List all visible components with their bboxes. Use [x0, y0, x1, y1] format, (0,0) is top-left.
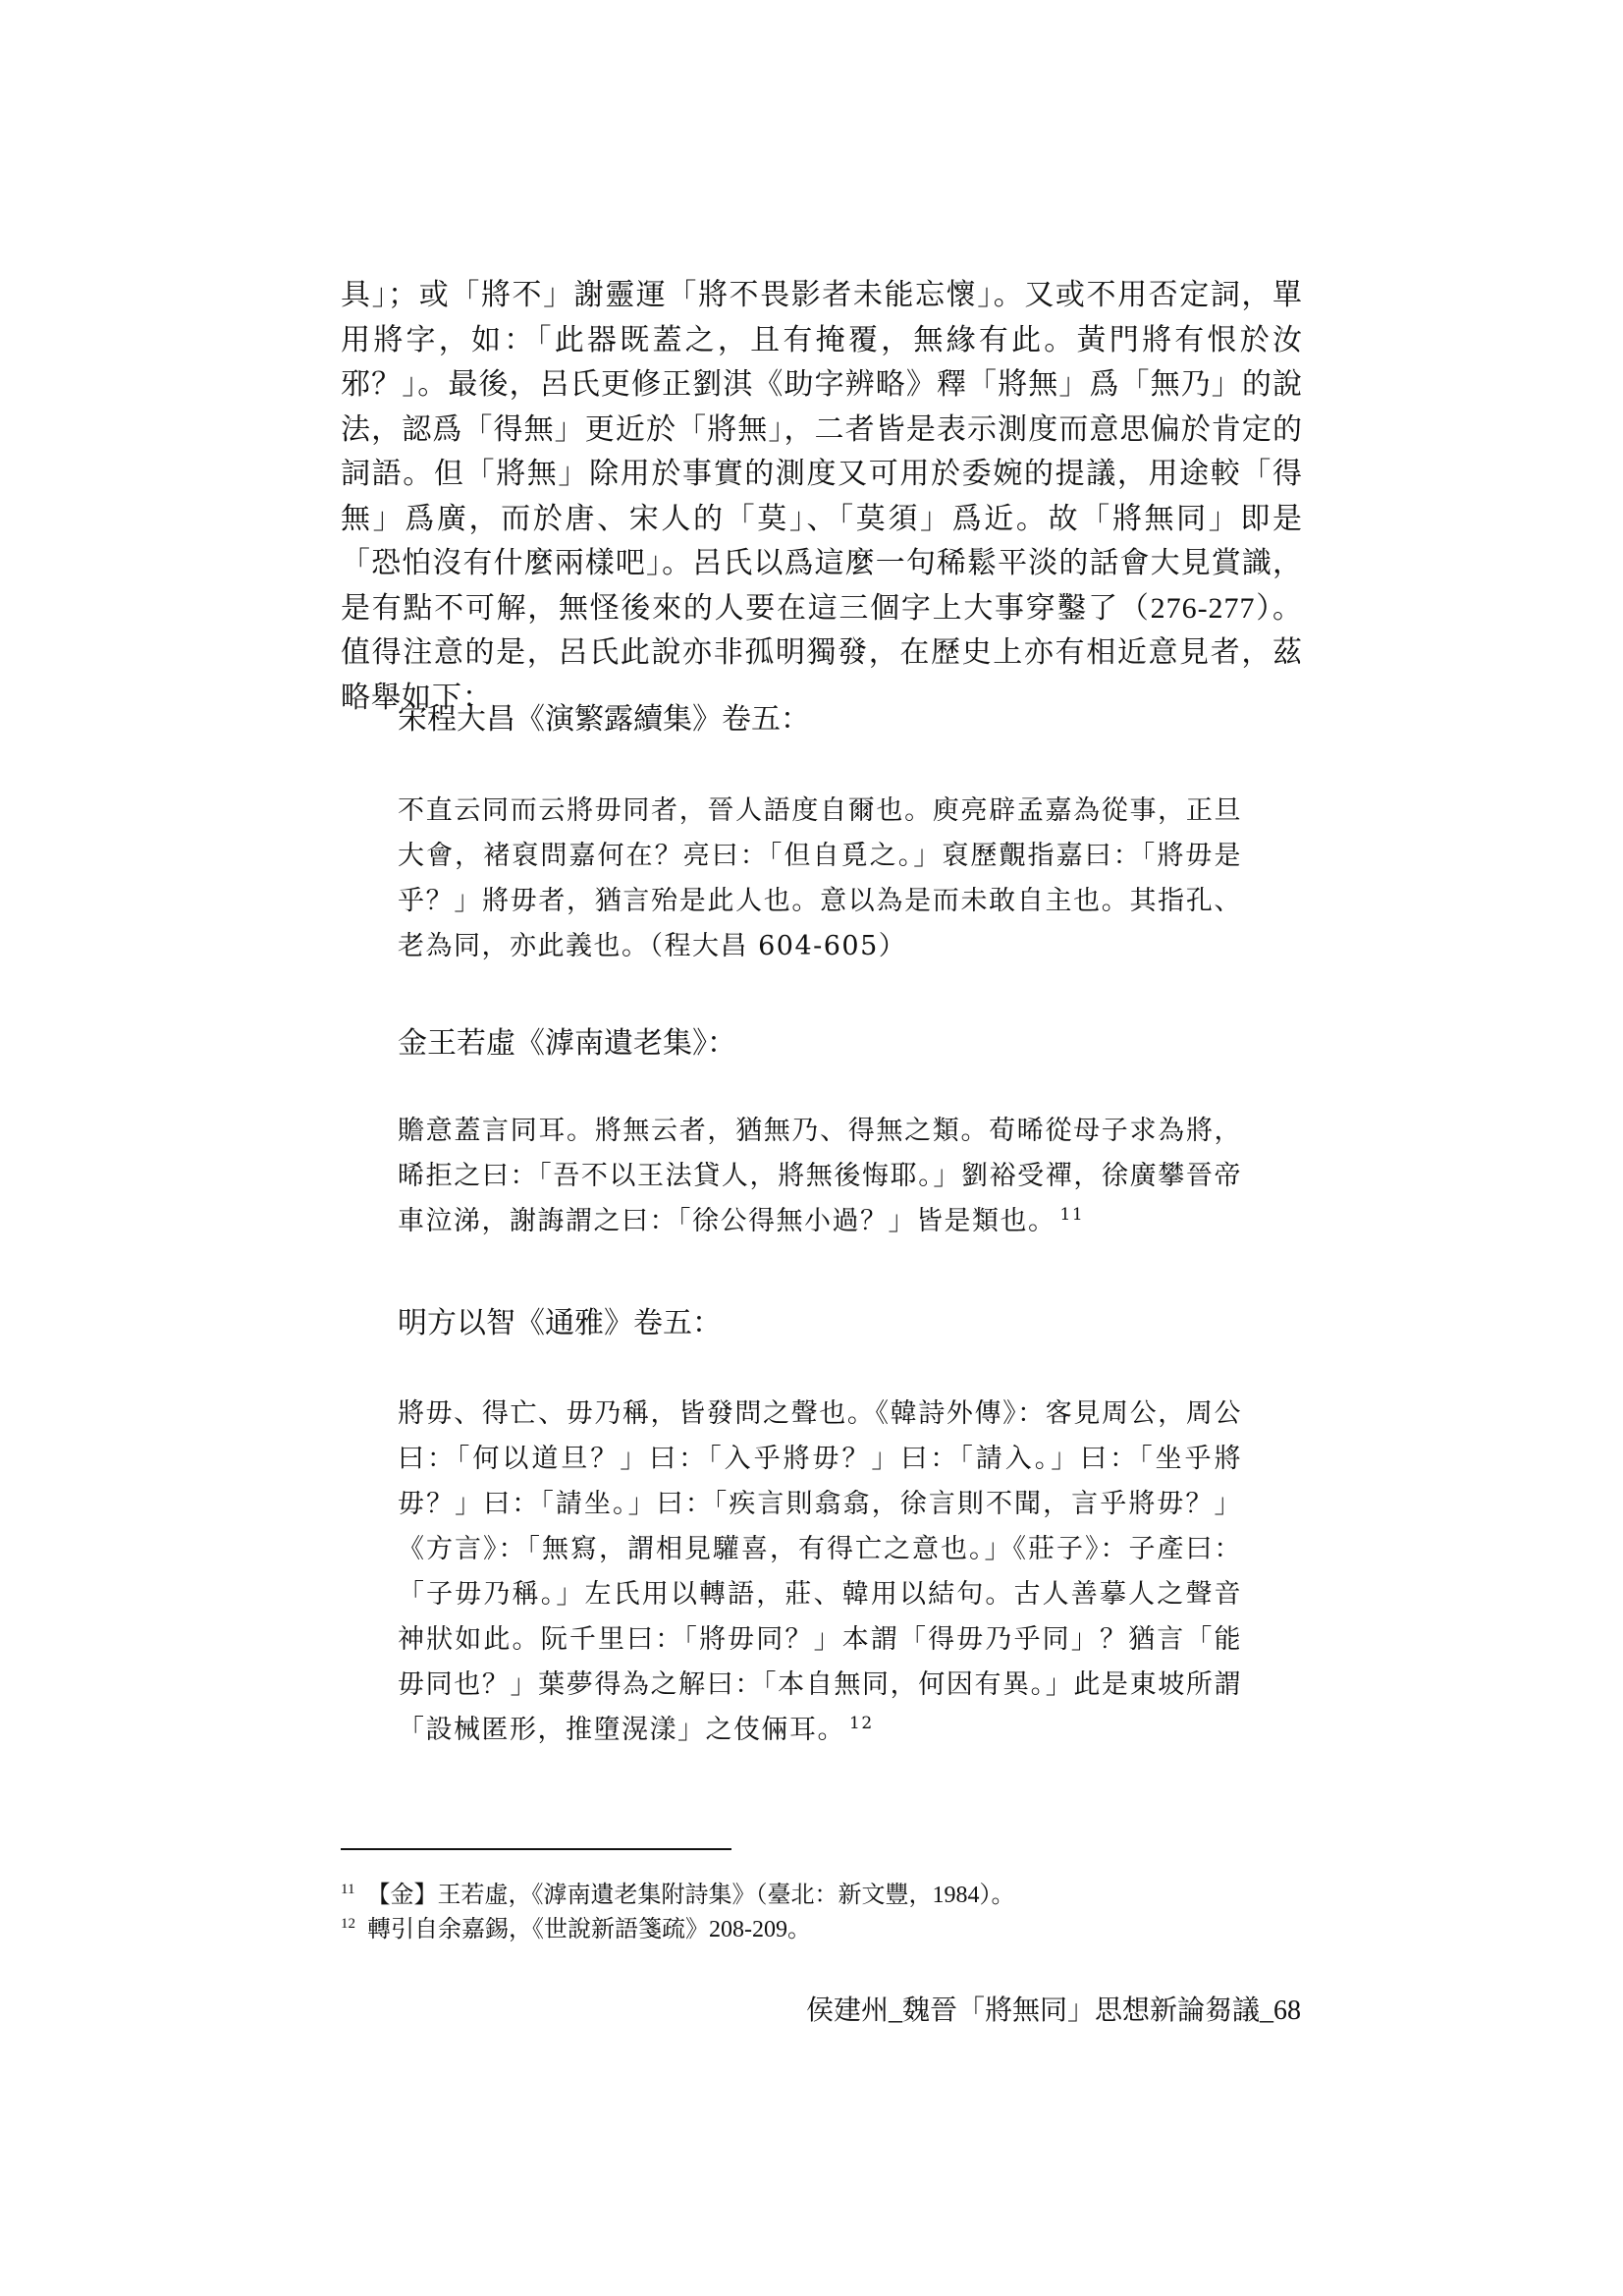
block-quote-wang-ruoxu: [398, 1109, 1242, 1244]
footnote-11: [341, 1881, 1303, 1910]
citation-intro-fang-yizhi: 明方以智《通雅》卷五：: [398, 1307, 722, 1339]
block-quote-text: 不直云同而云將毋同者，晉人語度自爾也。庾亮辟孟嘉為從事，正旦大會，褚裒問嘉何在？亮曰：「但自覓之。」裒歷覿指嘉曰：「將毋是乎？」將毋者，猶言殆是此人也。意以為是而未敢自主也。其指孔、老為同，亦此義也。（程大昌 604-605）: [398, 795, 1242, 961]
block-quote-text: 贍意蓋言同耳。將無云者，猶無乃、得無之類。荀晞從母子求為將，晞拒之曰：「吾不以王法貸人，將無後悔耶。」劉裕受禪，徐廣攀晉帝車泣涕，謝誨謂之曰：「徐公得無小過？」皆是類也。: [398, 1116, 1242, 1236]
footnote-12: [341, 1915, 1303, 1944]
footnote-number: 12: [341, 1916, 355, 1932]
footnote-text: 轉引自余嘉錫，《世說新語箋疏》208-209。: [367, 1917, 811, 1942]
citation-intro-cheng-dachang: 宋程大昌《演繁露續集》卷五：: [398, 703, 810, 736]
block-quote-cheng-dachang: [398, 789, 1242, 969]
footnote-text: 【金】王若虛，《滹南遺老集附詩集》（臺北：新文豐，1984）。: [366, 1883, 1015, 1908]
body-paragraph: 具」；或「將不」謝靈運「將不畏影者未能忘懷」。又或不用否定詞，單用將字，如：「此器既蓋之，且有掩覆，無緣有此。黃門將有恨於汝邪？」。最後，呂氏更修正劉淇《助字辨略》釋「將無」爲「無乃」的說法，認爲「得無」更近於「將無」，二者皆是表示測度而意思偏於肯定的詞語。但「將無」除用於事實的測度又可用於委婉的提議，用途較「得無」爲廣，而於唐、宋人的「莫」、「莫須」爲近。故「將無同」即是「恐怕沒有什麼兩樣吧」。呂氏以爲這麼一句稀鬆平淡的話會大見賞識，是有點不可解，無怪後來的人要在這三個字上大事穿鑿了（276-277）。值得注意的是，呂氏此說亦非孤明獨發，在歷史上亦有相近意見者，茲略舉如下：: [341, 279, 1303, 714]
footnote-ref-11[interactable]: 11: [1059, 1205, 1085, 1225]
footnote-number: 11: [341, 1882, 355, 1897]
block-quote-fang-yizhi: [398, 1392, 1242, 1753]
running-footer: 侯建州_魏晉「將無同」思想新論芻議_68: [805, 1995, 1301, 2026]
citation-intro-wang-ruoxu: 金王若虛《滹南遺老集》：: [398, 1027, 736, 1060]
footnote-ref-12[interactable]: 12: [849, 1714, 874, 1733]
block-quote-text: 將毋、得亡、毋乃稱，皆發問之聲也。《韓詩外傳》：客見周公，周公曰：「何以道旦？」曰：「入乎將毋？」曰：「請入。」曰：「坐乎將毋？」曰：「請坐。」曰：「疾言則翕翕，徐言則不聞，言乎將毋？」《方言》：「無寫，謂相見驩喜，有得亡之意也。」《莊子》：子產曰：「子毋乃稱。」左氏用以轉語，莊、韓用以結句。古人善摹人之聲音神狀如此。阮千里曰：「將毋同？」本謂「得毋乃乎同」？猶言「能毋同也？」葉夢得為之解曰：「本自無同，何因有異。」此是東坡所謂「設械匿形，推墮滉漾」之伎倆耳。: [398, 1398, 1242, 1745]
footnote-divider: [341, 1848, 731, 1850]
